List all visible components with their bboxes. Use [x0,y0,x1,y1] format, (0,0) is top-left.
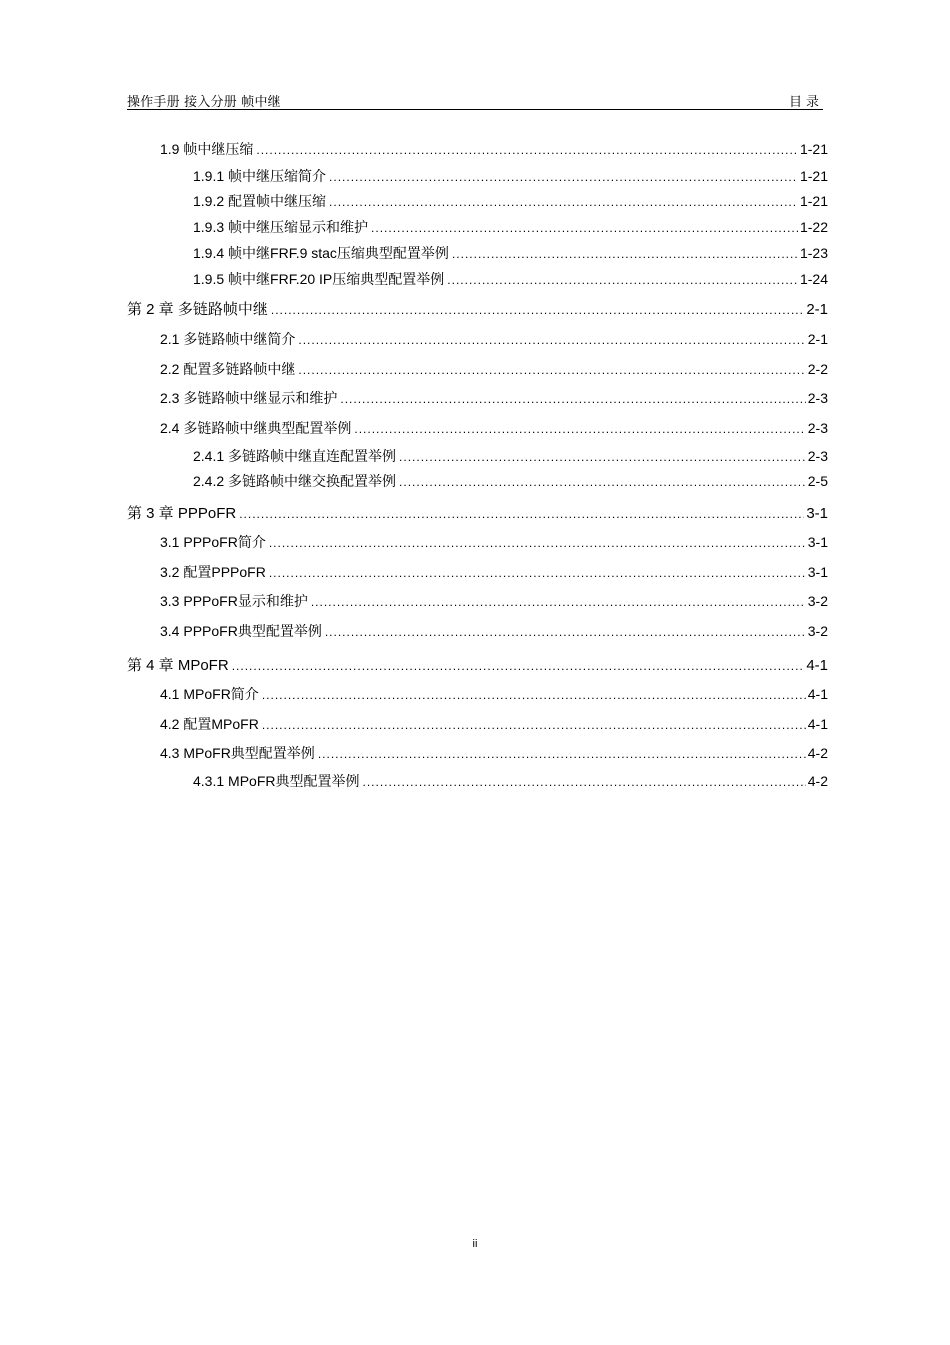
toc-dot-leader [325,625,806,639]
page-header [127,89,823,110]
toc-dot-leader [239,507,804,521]
toc-dot-leader [452,247,798,261]
toc-entry-page: 4-1 [806,657,828,674]
toc-entry-page: 2-1 [806,301,828,318]
toc-entry-label: 3.4 PPPoFR典型配置举例 [160,623,322,639]
toc-entry-page: 2-3 [807,448,828,464]
toc-entry[interactable] [127,562,828,582]
toc-entry-page: 2-1 [807,331,828,347]
toc-entry-label: 4.2 配置MPoFR [160,716,259,732]
toc-entry-label: 2.1 多链路帧中继简介 [160,331,296,347]
toc-dot-leader [269,536,806,550]
toc-entry-label: 4.3.1 MPoFR典型配置举例 [193,773,360,789]
toc-entry[interactable] [127,359,828,379]
toc-entry-page: 1-21 [799,193,828,209]
toc-dot-leader [311,595,806,609]
toc-dot-leader [340,392,805,406]
toc-entry-label: 2.4 多链路帧中继典型配置举例 [160,420,352,436]
toc-entry-page: 4-2 [807,745,828,761]
toc-dot-leader [269,566,806,580]
toc-entry-label: 1.9.4 帧中继FRF.9 stac压缩典型配置举例 [193,245,449,261]
toc-entry[interactable] [127,621,828,641]
toc-entry-page: 3-1 [807,534,828,550]
toc-entry-label: 2.4.1 多链路帧中继直连配置举例 [193,448,397,464]
toc-entry-page: 2-3 [807,420,828,436]
header-manual-title: 操作手册 接入分册 帧中继 [127,95,281,110]
toc-entry[interactable] [127,591,828,611]
toc-dot-leader [298,363,805,377]
toc-dot-leader [447,273,798,287]
toc-entry-page: 4-2 [807,773,828,789]
toc-dot-leader [232,659,805,673]
toc-dot-leader [329,195,798,209]
toc-dot-leader [262,688,806,702]
toc-dot-leader [262,718,806,732]
toc-entry-page: 4-1 [807,686,828,702]
toc-entry-page: 3-1 [806,505,828,522]
toc-entry[interactable] [127,471,828,491]
toc-dot-leader [399,475,806,489]
toc-entry-label: 1.9.5 帧中继FRF.20 IP压缩典型配置举例 [193,271,445,287]
toc-chapter-entry[interactable] [127,298,828,318]
toc-entry[interactable] [127,532,828,552]
toc-dot-leader [329,170,798,184]
toc-entry-page: 1-21 [799,141,828,157]
toc-dot-leader [256,143,798,157]
toc-dot-leader [362,775,805,789]
toc-entry-page: 3-2 [807,623,828,639]
toc-entry-label: 4.3 MPoFR典型配置举例 [160,745,315,761]
toc-entry-page: 2-5 [807,473,828,489]
toc-entry-label: 1.9 帧中继压缩 [160,141,254,157]
toc-entry[interactable] [127,743,828,763]
toc-entry[interactable] [127,269,828,289]
toc-entry[interactable] [127,217,828,237]
toc-entry-label: 3.3 PPPoFR显示和维护 [160,593,308,609]
toc-entry[interactable] [127,329,828,349]
toc-entry-page: 1-24 [799,271,828,287]
toc-dot-leader [298,333,805,347]
toc-entry-label: 1.9.2 配置帧中继压缩 [193,193,327,209]
toc-entry-label: 4.1 MPoFR简介 [160,686,259,702]
toc-dot-leader [354,422,805,436]
toc-entry[interactable] [127,191,828,211]
toc-entry-label: 2.4.2 多链路帧中继交换配置举例 [193,473,397,489]
toc-chapter-entry[interactable] [127,502,828,522]
toc-entry-page: 3-1 [807,564,828,580]
toc-entry[interactable] [127,388,828,408]
toc-entry-page: 1-23 [799,245,828,261]
toc-entry-page: 3-2 [807,593,828,609]
toc-entry-label: 第 4 章 MPoFR [127,657,229,674]
toc-entry[interactable] [127,771,828,791]
toc-entry-page: 2-3 [807,390,828,406]
toc-entry-label: 2.2 配置多链路帧中继 [160,361,296,377]
toc-entry-label: 3.2 配置PPPoFR [160,564,266,580]
toc-dot-leader [371,221,798,235]
toc-entry[interactable] [127,166,828,186]
toc-entry[interactable] [127,684,828,704]
toc-dot-leader [271,303,804,317]
toc-entry[interactable] [127,714,828,734]
toc-dot-leader [318,747,806,761]
toc-entry[interactable] [127,243,828,263]
toc-chapter-entry[interactable] [127,654,828,674]
toc-entry-page: 1-21 [799,168,828,184]
toc-entry-label: 3.1 PPPoFR简介 [160,534,266,550]
toc-entry-label: 第 3 章 PPPoFR [127,505,237,522]
header-section-title: 目录 [788,95,823,110]
toc-entry-label: 1.9.3 帧中继压缩显示和维护 [193,219,369,235]
toc-entry-page: 2-2 [807,361,828,377]
toc-entry-label: 第 2 章 多链路帧中继 [127,301,268,318]
toc-entry[interactable] [127,446,828,466]
toc-entry-label: 2.3 多链路帧中继显示和维护 [160,390,338,406]
page-number: ii [472,1238,478,1250]
toc-entry-page: 4-1 [807,716,828,732]
toc-entry[interactable] [127,139,828,159]
toc-entry[interactable] [127,418,828,438]
toc-dot-leader [399,450,806,464]
toc-entry-page: 1-22 [799,219,828,235]
toc-entry-label: 1.9.1 帧中继压缩简介 [193,168,327,184]
